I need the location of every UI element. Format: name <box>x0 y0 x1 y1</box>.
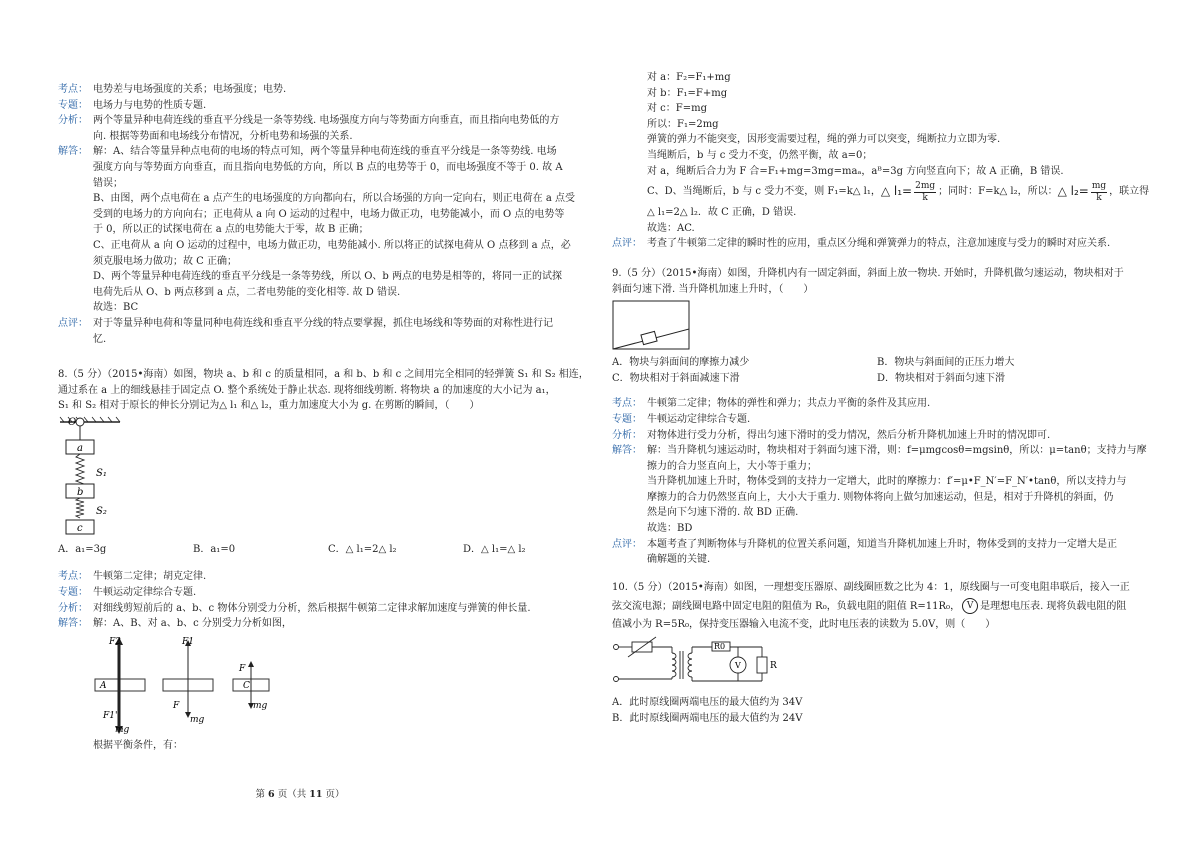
q8-stem-line: S₁ 和 S₂ 相对于原长的伸长分别记为△ l₁ 和△ l₂，重力加速度大小为 g. 在剪断的瞬间，（ ） <box>58 400 480 412</box>
q10-stem <box>612 580 1152 633</box>
q8-option-a: A．a₁=3g <box>58 543 107 555</box>
force-f-label: F <box>173 700 180 711</box>
block-b-label: b <box>77 486 84 498</box>
p7-jieda-line: C、正电荷从 a 向 O 运动的过程中，电场力做正功，电势能减小. 所以将正的试探电荷从 O 点移到 a 点，必 <box>93 239 571 251</box>
block-a-label: a <box>77 442 83 454</box>
resistor-r-label: R <box>770 661 777 672</box>
q8-options <box>58 542 598 558</box>
q8-fraction <box>1091 181 1107 204</box>
q8-formula-lhs: △ l₁= <box>880 184 913 199</box>
label-fenxi: 分析： <box>58 602 88 614</box>
q10-stem-text: 是理想电压表. 现将负载电阻的阻 <box>980 600 1127 612</box>
q9-jieda-line: 摩擦力的合力仍然竖直向上，大小大于重力. 则物体将向上做匀加速运动，但是，相对于升降机的斜面，仍 <box>647 491 1114 503</box>
q9-dianping-line: 确解题的关键. <box>647 554 711 566</box>
q8-fraction-den: k <box>1096 192 1102 203</box>
q9-option-a: A．物块与斜面间的摩擦力减少 <box>612 357 750 369</box>
q10-stem-text: 弦交流电源；副线圈电路中固定电阻的阻值为 R₀，负载电阻的阻值 R=11R₀， <box>612 600 961 612</box>
q8-formula-lhs: △ l₂= <box>1057 184 1089 199</box>
page-total: 11 <box>309 789 323 800</box>
q10-option-a: A．此时原线圈两端电压的最大值约为 34V <box>612 697 803 709</box>
block-c-force-label: C <box>243 680 250 691</box>
q8-jieda-text: 解：A、B、对 a、b、c 分别受力分析如图， <box>93 618 292 630</box>
block-c-label: c <box>77 522 83 534</box>
q9-kaodian <box>612 396 1152 412</box>
voltmeter-icon: V <box>962 598 978 614</box>
label-dianping: 点评： <box>58 317 88 329</box>
q10-option-b: B．此时原线圈两端电压的最大值约为 24V <box>612 712 803 724</box>
point-o-label: O <box>68 416 77 428</box>
label-jieda: 解答： <box>58 146 88 158</box>
q8-spring-figure <box>58 416 138 538</box>
mg-label: mg <box>253 700 268 711</box>
p7-jieda-line: 故选：BC <box>93 302 139 314</box>
q10-circuit-figure <box>612 635 782 691</box>
p7-jieda-line: B、由图，两个点电荷在 a 点产生的电场强度的方向都向右，所以合场强的方向一定向右，则正电荷在 a 点受 <box>93 193 575 205</box>
q8-after-text: 根据平衡条件，有： <box>93 739 183 751</box>
q9-options-row2 <box>612 371 1152 387</box>
q9-option-d: D．物块相对于斜面匀速下滑 <box>877 372 1006 384</box>
q9-option-b: B．物块与斜面间的正压力增大 <box>877 357 1015 369</box>
q9-options-row1 <box>612 355 1152 371</box>
q8-cd-text: ；同时：F=k△ l₂，所以： <box>938 186 1058 198</box>
label-jieda: 解答： <box>612 445 642 457</box>
q9-dianping-line: 本题考查了判断物体与升降机的位置关系问题，知道当升降机加速上升时，物体受到的支持力一定增大是正 <box>647 538 1117 550</box>
q9-fenxi-text: 对物体进行受力分析，得出匀速下滑时的受力情况，然后分析升降机加速上升时的情况即可. <box>647 429 1051 441</box>
q8-solution-line: 对 a：F₂=F₁+mg <box>647 72 731 83</box>
q8-option-d: D．△ l₁=△ l₂ <box>463 543 526 555</box>
p7-jieda-line: 错误； <box>93 177 123 189</box>
q8-cd-text: C、D、当绳断后，b 与 c 受力不变，则 F₁=k△ l₁， <box>647 186 881 198</box>
q8-solution-line: 对 a，绳断后合力为 F 合=F₁+mg=3mg=maₐ，aᴮ=3g 方向竖直向下；故 A 正确，B 错误. <box>647 165 1064 177</box>
p7-jieda-line: 强度方向与等势面方向垂直，而且指向电势低的方向，所以 B 点的电势等于 0，而电场强度不等于 0. 故 A <box>93 161 563 173</box>
footer-text: 页（共 <box>274 789 310 800</box>
q9-jieda-line: 当升降机加速上升时，物体受到的支持力一定增大，此时的摩擦力：f′=μ•F_N′=F_N′•tanθ，所以支持力与 <box>647 476 1127 488</box>
footer-text: 第 <box>255 789 269 800</box>
resistor-r0-label: R0 <box>714 642 726 652</box>
q8-fraction <box>914 181 936 204</box>
page-footer <box>0 786 600 800</box>
q8-stem-line: 8.（5 分）（2015•海南）如图，物块 a、b 和 c 的质量相同，a 和 b、b 和 c 之间用完全相同的轻弹簧 S₁ 和 S₂ 相连， <box>58 369 589 381</box>
label-jieda: 解答： <box>58 618 88 630</box>
q9-elevator-figure <box>612 299 692 351</box>
q8-fraction-num: 2mg <box>915 180 936 191</box>
q9-zhuanti <box>612 412 1152 428</box>
p7-dianping-line: 对于等量异种电荷和等量同种电荷连线和垂直平分线的特点要掌握，抓住电场线和等势面的对称性进行记 <box>93 317 553 329</box>
q9-zhuanti-text: 牛顿运动定律综合专题. <box>647 413 751 425</box>
q9-stem <box>612 266 1152 297</box>
q8-fenxi-text: 对细线剪短前后的 a、b、c 物体分别受力分析，然后根据牛顿第二定律求解加速度与弹簧的伸长量. <box>93 602 531 614</box>
p7-jieda-line: D、两个等量异种电荷连线的垂直平分线是一条等势线，所以 O、b 两点的电势是相等的，将同一正的试探 <box>93 271 562 283</box>
p7-dianping-line: 忆. <box>93 333 107 345</box>
q8-solution-line: 对 c：F=mg <box>647 103 707 115</box>
q8-option-c: C．△ l₁=2△ l₂ <box>328 543 397 555</box>
q8-zhuanti-text: 牛顿运动定律综合专题. <box>93 587 197 599</box>
q8-kaodian-text: 牛顿第二定律；胡克定律. <box>93 571 207 583</box>
label-zhuanti: 专题： <box>58 99 88 111</box>
q8-solution-line: 故选：AC. <box>647 222 695 234</box>
p7-fenxi <box>58 113 598 144</box>
spring-s2-label: S₂ <box>96 505 107 517</box>
q8-solution-line: 弹簧的弹力不能突变，因形变需要过程，绳的弹力可以突变，绳断拉力立即为零. <box>647 134 1001 146</box>
spring-s1-label: S₁ <box>96 467 107 479</box>
q9-stem-line: 9.（5 分）（2015•海南）如图，升降机内有一固定斜面，斜面上放一物块. 开始时，升降机做匀速运动，物块相对于 <box>612 267 1124 279</box>
q9-jieda-line: 然是向下匀速下滑的. 故 BD 正确. <box>647 507 799 519</box>
label-zhuanti: 专题： <box>612 413 642 425</box>
q8-jieda <box>58 616 598 632</box>
q8-solution-line: 对 b：F₁=F+mg <box>647 87 728 99</box>
q8-zhuanti <box>58 585 598 601</box>
q9-dianping <box>612 537 1152 568</box>
block-a-force-label: A <box>100 680 107 691</box>
q8-dianping-text: 考查了牛顿第二定律的瞬时性的应用，重点区分绳和弹簧弹力的特点，注意加速度与受力的瞬时对应关系. <box>647 238 1111 250</box>
q9-jieda-line: 解：当升降机匀速运动时，物块相对于斜面匀速下滑，则：f=μmgcosθ=mgsinθ，所以：μ=tanθ；支持力与摩 <box>647 445 1147 457</box>
q9-fenxi <box>612 428 1152 444</box>
p7-kaodian-text: 电势差与电场强度的关系；电场强度；电势. <box>93 84 287 95</box>
p7-zhuanti <box>58 98 598 114</box>
p7-zhuanti-text: 电场力与电势的性质专题. <box>93 99 207 111</box>
mg-label: mg <box>115 724 130 734</box>
q8-dianping <box>612 236 1152 252</box>
label-kaodian: 考点： <box>58 571 88 583</box>
q8-solution-line: △ l₁=2△ l₂．故 C 正确，D 错误. <box>647 207 797 219</box>
p7-fenxi-line: 向. 根据等势面和电场线分布情况，分析电势和场强的关系. <box>93 130 353 142</box>
q8-solution-line: 所以：F₁=2mg <box>647 118 719 130</box>
q8-cd-line <box>647 179 1152 205</box>
q8-solution-line: 当绳断后，b 与 c 受力不变，仍然平衡，故 a=0； <box>647 149 873 161</box>
label-fenxi: 分析： <box>612 429 642 441</box>
q8-kaodian <box>58 569 598 585</box>
q9-jieda-line: 故选：BD <box>647 523 693 535</box>
p7-jieda <box>58 144 598 316</box>
q8-stem <box>58 367 598 414</box>
p7-jieda-line: 电荷先后从 O、b 两点移到 a 点，二者电势能的变化相等. 故 D 错误. <box>93 286 401 298</box>
q9-kaodian-text: 牛顿第二定律；物体的弹性和弹力；共点力平衡的条件及其应用. <box>647 398 931 410</box>
p7-jieda-line: 须克服电场力做功；故 C 正确； <box>93 255 238 267</box>
label-zhuanti: 专题： <box>58 587 88 599</box>
p7-fenxi-line: 两个等量异种电荷连线的垂直平分线是一条等势线. 电场强度方向与等势面方向垂直，而且指向电势低的方 <box>93 115 560 127</box>
page-number: 6 <box>268 789 275 800</box>
p7-jieda-line: 受到的电场力的方向向右；正电荷从 a 向 O 运动的过程中，电场力做正功，电势能减小，而 O 点的电势等 <box>93 208 565 220</box>
q8-fraction-den: k <box>922 192 928 203</box>
force-f1-label: F1 <box>182 636 194 647</box>
q8-force-diagram <box>93 634 293 734</box>
voltmeter-label: V <box>735 661 741 671</box>
q9-option-c: C．物块相对于斜面减速下滑 <box>612 372 740 384</box>
q8-cd-text: ，联立得 <box>1109 186 1150 198</box>
q9-jieda-line: 擦力的合力竖直向上，大小等于重力； <box>647 460 817 472</box>
q8-stem-line: 通过系在 a 上的细线悬挂于固定点 O. 整个系统处于静止状态. 现将细线剪断. 将物块 a 的加速度的大小记为 a₁， <box>58 384 556 396</box>
force-f2-label: F2 <box>109 636 121 647</box>
p7-jieda-line: 解：A、结合等量异种点电荷的电场的特点可知，两个等量异种电荷连线的垂直平分线是一条等势线. 电场 <box>93 146 557 158</box>
label-kaodian: 考点： <box>58 84 88 95</box>
label-fenxi: 分析： <box>58 115 88 127</box>
force-f1p-label: F1' <box>103 710 118 721</box>
p7-kaodian <box>58 82 598 98</box>
q8-option-b: B．a₁=0 <box>193 543 236 555</box>
q8-fraction-num: mg <box>1091 180 1107 191</box>
label-dianping: 点评： <box>612 238 642 250</box>
q10-stem-line: 10.（5 分）（2015•海南）如图，一理想变压器原、副线圈匝数之比为 4：1，原线圈与一可变电阻串联后，接入一正 <box>612 581 1130 593</box>
q8-fenxi <box>58 601 598 617</box>
q10-stem-line2 <box>612 595 1152 617</box>
footer-text: 页） <box>322 789 345 800</box>
left-column <box>58 82 598 753</box>
q9-stem-line: 斜面匀速下滑. 当升降机加速上升时，（ ） <box>612 283 814 295</box>
p7-jieda-line: 于 0，所以正的试探电荷在 a 点的电势能大于零，故 B 正确； <box>93 224 369 236</box>
right-column <box>612 70 1152 726</box>
p7-dianping <box>58 316 598 347</box>
q9-jieda <box>612 443 1152 537</box>
mg-label: mg <box>190 714 205 725</box>
force-f-label: F <box>239 663 246 674</box>
q10-stem-line: 值减小为 R=5R₀，保持变压器输入电流不变，此时电压表的读数为 5.0V，则（ ） <box>612 619 996 631</box>
label-kaodian: 考点： <box>612 398 642 410</box>
label-dianping: 点评： <box>612 538 642 550</box>
